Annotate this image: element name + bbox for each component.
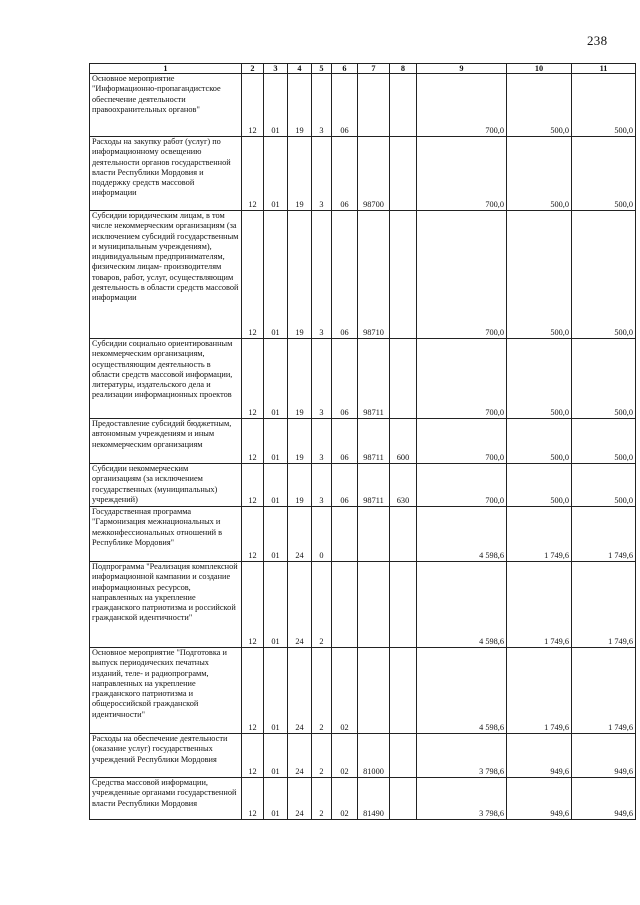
- row-name: Основное мероприятие "Информационно-пропагандистское обеспечение деятельности правоохранительных органов": [90, 74, 242, 137]
- table-row: [90, 507, 636, 562]
- row-name: Подпрограмма "Реализация комплексной информационной кампании и создание информационных ресурсов, направленных на укрепление гражданского патриотизма и российской гражданской идентичности": [90, 562, 242, 648]
- cell-col-4: 19: [288, 339, 312, 419]
- cell-col-9: 4 598,6: [417, 648, 507, 734]
- row-name: Государственная программа "Гармонизация межнациональных и межконфессиональных отношений в Республике Мордовия": [90, 507, 242, 562]
- cell-col-4: 24: [288, 778, 312, 820]
- cell-col-5: 3: [312, 211, 332, 339]
- cell-col-9: 700,0: [417, 137, 507, 211]
- cell-col-3: 01: [264, 562, 288, 648]
- cell-col-11: 500,0: [572, 211, 636, 339]
- column-header-4: 4: [288, 64, 312, 74]
- row-name: Предоставление субсидий бюджетным, автономным учреждениям и иным некоммерческим организациям: [90, 419, 242, 464]
- cell-col-10: 500,0: [507, 339, 572, 419]
- cell-col-5: 3: [312, 339, 332, 419]
- cell-col-7: 98711: [358, 419, 390, 464]
- table-row: [90, 562, 636, 648]
- cell-col-8: [390, 137, 417, 211]
- cell-col-6: 06: [332, 137, 358, 211]
- cell-col-4: 24: [288, 562, 312, 648]
- cell-col-3: 01: [264, 648, 288, 734]
- cell-col-5: 2: [312, 734, 332, 778]
- table-row: [90, 74, 636, 137]
- cell-col-4: 19: [288, 464, 312, 507]
- table-row: [90, 211, 636, 339]
- cell-col-6: [332, 562, 358, 648]
- cell-col-2: 12: [242, 734, 264, 778]
- cell-col-3: 01: [264, 778, 288, 820]
- cell-col-9: 3 798,6: [417, 734, 507, 778]
- cell-col-8: [390, 648, 417, 734]
- cell-col-5: 3: [312, 419, 332, 464]
- cell-col-2: 12: [242, 137, 264, 211]
- cell-col-5: 3: [312, 74, 332, 137]
- row-name: Расходы на закупку работ (услуг) по информационному освещению деятельности органов государственной власти Республики Мордовия и поддержку средств массовой информации: [90, 137, 242, 211]
- cell-col-4: 19: [288, 211, 312, 339]
- cell-col-4: 19: [288, 137, 312, 211]
- row-name: Субсидии социально ориентированным некоммерческим организациям, осуществляющим деятельность в области средств массовой информации, литературы, издательского дела и реализации информационных проектов: [90, 339, 242, 419]
- cell-col-2: 12: [242, 464, 264, 507]
- row-name: Основное мероприятие "Подготовка и выпуск периодических печатных изданий, теле- и радиопрограмм, направленных на укрепление гражданского патриотизма и общероссийской гражданской идентичности": [90, 648, 242, 734]
- column-header-8: 8: [390, 64, 417, 74]
- cell-col-5: 2: [312, 648, 332, 734]
- cell-col-9: 3 798,6: [417, 778, 507, 820]
- cell-col-9: 700,0: [417, 211, 507, 339]
- cell-col-5: 3: [312, 464, 332, 507]
- budget-table: [89, 63, 636, 820]
- cell-col-3: 01: [264, 464, 288, 507]
- cell-col-6: [332, 507, 358, 562]
- cell-col-10: 500,0: [507, 464, 572, 507]
- cell-col-2: 12: [242, 419, 264, 464]
- cell-col-5: 2: [312, 562, 332, 648]
- cell-col-10: 1 749,6: [507, 562, 572, 648]
- cell-col-10: 1 749,6: [507, 507, 572, 562]
- cell-col-11: 949,6: [572, 778, 636, 820]
- header-row: [90, 64, 636, 74]
- cell-col-3: 01: [264, 339, 288, 419]
- cell-col-10: 500,0: [507, 137, 572, 211]
- cell-col-2: 12: [242, 339, 264, 419]
- cell-col-10: 949,6: [507, 734, 572, 778]
- table-row: [90, 339, 636, 419]
- cell-col-10: 949,6: [507, 778, 572, 820]
- cell-col-4: 24: [288, 734, 312, 778]
- cell-col-8: [390, 74, 417, 137]
- table-row: [90, 648, 636, 734]
- cell-col-8: [390, 778, 417, 820]
- cell-col-7: 98711: [358, 339, 390, 419]
- cell-col-11: 1 749,6: [572, 648, 636, 734]
- cell-col-11: 500,0: [572, 137, 636, 211]
- cell-col-3: 01: [264, 137, 288, 211]
- cell-col-8: [390, 339, 417, 419]
- cell-col-9: 700,0: [417, 74, 507, 137]
- cell-col-2: 12: [242, 507, 264, 562]
- cell-col-4: 24: [288, 507, 312, 562]
- table-row: [90, 419, 636, 464]
- cell-col-5: 2: [312, 778, 332, 820]
- column-header-1: 1: [90, 64, 242, 74]
- cell-col-9: 700,0: [417, 339, 507, 419]
- cell-col-2: 12: [242, 778, 264, 820]
- column-header-5: 5: [312, 64, 332, 74]
- row-name: Средства массовой информации, учрежденные органами государственной власти Республики Мордовия: [90, 778, 242, 820]
- table-row: [90, 778, 636, 820]
- cell-col-7: [358, 507, 390, 562]
- column-header-2: 2: [242, 64, 264, 74]
- cell-col-3: 01: [264, 734, 288, 778]
- cell-col-8: [390, 734, 417, 778]
- table-row: [90, 734, 636, 778]
- cell-col-11: 949,6: [572, 734, 636, 778]
- cell-col-3: 01: [264, 419, 288, 464]
- cell-col-3: 01: [264, 74, 288, 137]
- cell-col-4: 19: [288, 74, 312, 137]
- column-header-6: 6: [332, 64, 358, 74]
- cell-col-7: [358, 562, 390, 648]
- cell-col-7: 81490: [358, 778, 390, 820]
- cell-col-8: 600: [390, 419, 417, 464]
- cell-col-2: 12: [242, 562, 264, 648]
- cell-col-2: 12: [242, 74, 264, 137]
- cell-col-7: [358, 74, 390, 137]
- cell-col-6: 02: [332, 648, 358, 734]
- cell-col-11: 1 749,6: [572, 562, 636, 648]
- cell-col-7: [358, 648, 390, 734]
- column-header-3: 3: [264, 64, 288, 74]
- cell-col-3: 01: [264, 211, 288, 339]
- cell-col-11: 1 749,6: [572, 507, 636, 562]
- cell-col-5: 0: [312, 507, 332, 562]
- cell-col-6: 02: [332, 734, 358, 778]
- cell-col-2: 12: [242, 648, 264, 734]
- cell-col-7: 98710: [358, 211, 390, 339]
- cell-col-8: 630: [390, 464, 417, 507]
- cell-col-10: 1 749,6: [507, 648, 572, 734]
- cell-col-6: 06: [332, 339, 358, 419]
- cell-col-4: 19: [288, 419, 312, 464]
- table-row: [90, 464, 636, 507]
- cell-col-6: 02: [332, 778, 358, 820]
- cell-col-9: 700,0: [417, 464, 507, 507]
- cell-col-10: 500,0: [507, 74, 572, 137]
- cell-col-6: 06: [332, 419, 358, 464]
- cell-col-6: 06: [332, 74, 358, 137]
- cell-col-3: 01: [264, 507, 288, 562]
- cell-col-8: [390, 507, 417, 562]
- cell-col-9: 4 598,6: [417, 507, 507, 562]
- cell-col-11: 500,0: [572, 464, 636, 507]
- column-header-11: 11: [572, 64, 636, 74]
- cell-col-10: 500,0: [507, 419, 572, 464]
- table-row: [90, 137, 636, 211]
- cell-col-8: [390, 211, 417, 339]
- cell-col-7: 98700: [358, 137, 390, 211]
- cell-col-6: 06: [332, 211, 358, 339]
- cell-col-11: 500,0: [572, 74, 636, 137]
- cell-col-11: 500,0: [572, 339, 636, 419]
- cell-col-5: 3: [312, 137, 332, 211]
- cell-col-9: 700,0: [417, 419, 507, 464]
- cell-col-11: 500,0: [572, 419, 636, 464]
- row-name: Расходы на обеспечение деятельности (оказание услуг) государственных учреждений Республики Мордовия: [90, 734, 242, 778]
- cell-col-7: 81000: [358, 734, 390, 778]
- page-number: 238: [587, 33, 608, 48]
- table-body: [90, 74, 636, 820]
- row-name: Субсидии некоммерческим организациям (за исключением государственных (муниципальных) учреждений): [90, 464, 242, 507]
- cell-col-2: 12: [242, 211, 264, 339]
- cell-col-4: 24: [288, 648, 312, 734]
- column-header-10: 10: [507, 64, 572, 74]
- cell-col-8: [390, 562, 417, 648]
- cell-col-6: 06: [332, 464, 358, 507]
- cell-col-10: 500,0: [507, 211, 572, 339]
- column-header-7: 7: [358, 64, 390, 74]
- column-header-9: 9: [417, 64, 507, 74]
- cell-col-9: 4 598,6: [417, 562, 507, 648]
- row-name: Субсидии юридическим лицам, в том числе некоммерческим организациям (за исключением субсидий государственным и муниципальным учреждениям), индивидуальным предпринимателям, физическим лицам- производителям товаров, работ, услуг, осуществляющим деятельность в области средств массовой информации: [90, 211, 242, 339]
- cell-col-7: 98711: [358, 464, 390, 507]
